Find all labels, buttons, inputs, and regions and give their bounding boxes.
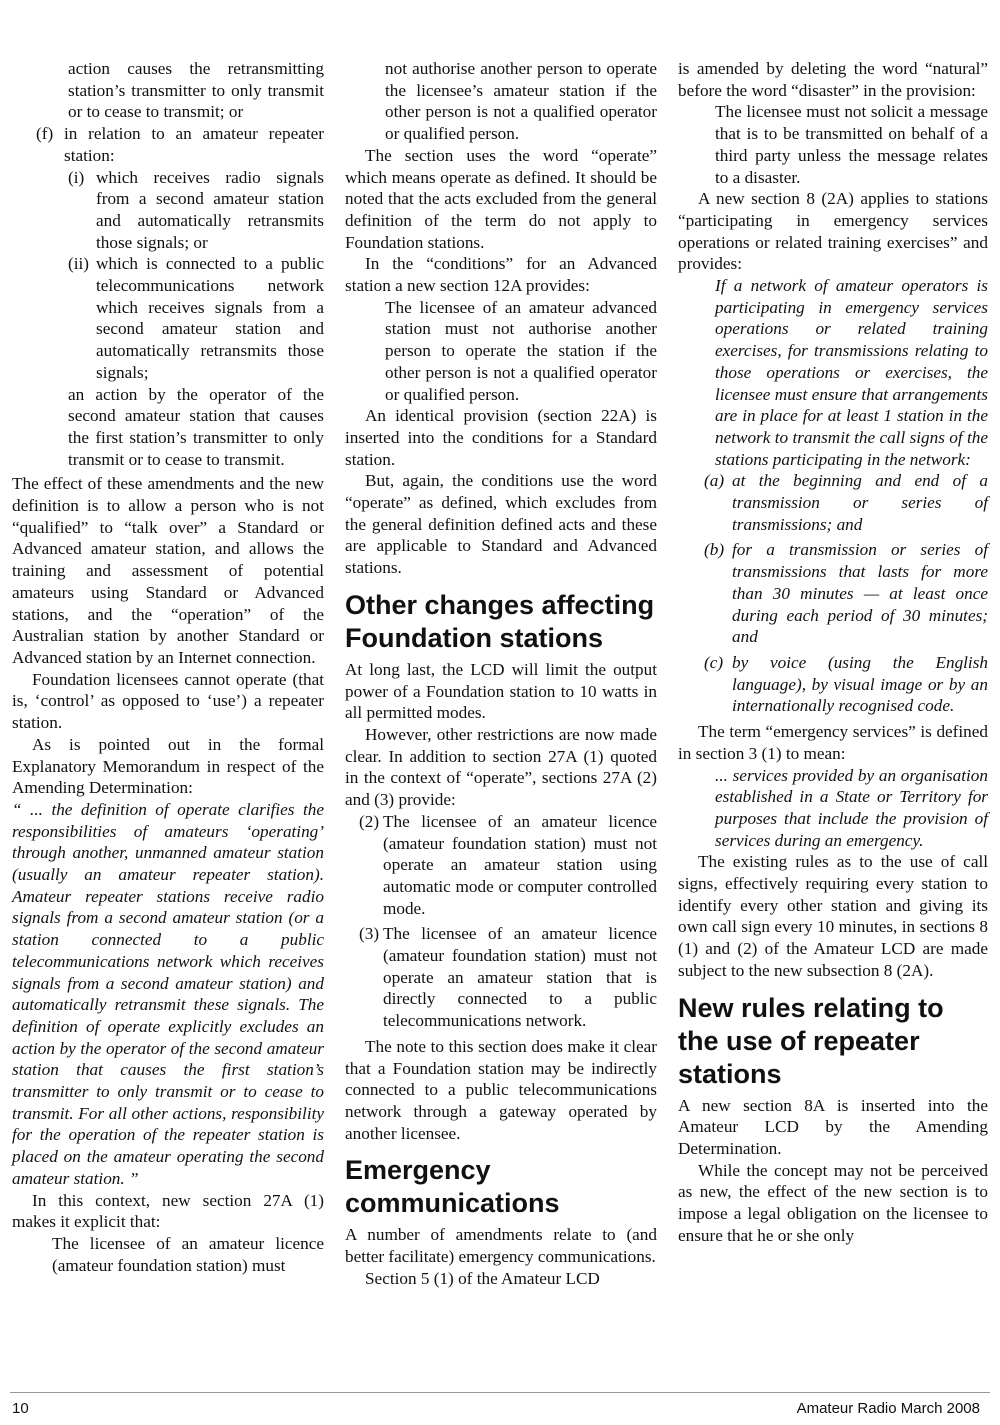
list-text: for a transmission or series of transmissions that lasts for more than 30 minutes — at least once during each period of 30 minutes; and xyxy=(732,540,988,647)
list-marker: (b) xyxy=(704,540,725,560)
column-2 xyxy=(345,58,657,1289)
paragraph: A new section 8 (2A) applies to stations “participating in emergency services operations or related training exercises” and provides: xyxy=(678,189,988,274)
list-text: The licensee of an amateur licence (amateur foundation station) must not operate an amateur station using automatic mode or computer controlled mode. xyxy=(383,811,657,918)
list-marker: (c) xyxy=(704,652,724,672)
list-item-c xyxy=(678,652,988,717)
quoted-provision: The licensee must not solicit a message that is to be transmitted on behalf of a third party unless the message relates to a disaster. xyxy=(715,102,988,187)
quote-paragraph: “ ... the definition of operate clarifies the responsibilities of amateurs ‘operating’ through another, unmanned amateur station (usually an amateur repeater station). Amateur repeater stations receive radio signals from a second amateur station (or a station connected to a public telecommunications network which receives signals from a second amateur station) and automatically retransmit these signals. The definition of operate explicitly excludes an action by the operator of the second amateur station that causes the first station’s transmitter to only transmit or to cease to transmit. For all other actions, responsibility for the operation of the repeater station is placed on the amateur operating the second amateur station. ” xyxy=(12,799,324,1188)
list-item-3 xyxy=(345,923,657,1032)
paragraph: However, other restrictions are now made clear. In addition to section 27A (1) quoted in the context of “operate”, sections 27A (2) and (3) provide: xyxy=(345,724,657,810)
paragraph: The effect of these amendments and the new definition is to allow a person who is not “qualified” to “talk over” a Standard or Advanced amateur station, and allows the training and assessment of potential amateurs using Standard or Advanced stations, and the “operation” of the Australian station by another Standard or Advanced station by an Internet connection. xyxy=(12,474,324,667)
list-item-2 xyxy=(345,811,657,920)
paragraph: A number of amendments relate to (and better facilitate) emergency communications. xyxy=(345,1225,657,1267)
quoted-provision: The licensee of an amateur advanced station must not authorise another person to operate the station if the other person is not a qualified operator or qualified person. xyxy=(385,297,657,404)
list-marker: (3) xyxy=(359,924,380,944)
paragraph: an action by the operator of the second amateur station that causes the first station’s transmitter to only transmit or to cease to transmit. xyxy=(68,384,324,469)
paragraph: action causes the retransmitting station’s transmitter to only transmit or to cease to transmit; or xyxy=(68,59,324,122)
column-1 xyxy=(12,58,324,1276)
footer-divider xyxy=(10,1392,990,1393)
paragraph: In this context, new section 27A (1) makes it explicit that: xyxy=(12,1190,324,1232)
paragraph: is amended by deleting the word “natural” before the word “disaster” in the provision: xyxy=(678,59,988,100)
list-text: in relation to an amateur repeater station: xyxy=(64,124,324,165)
list-text: The licensee of an amateur licence (amateur foundation station) must not operate an amateur station that is directly connected to a public telecommunications network. xyxy=(383,924,657,1031)
section-heading: Emergency communications xyxy=(345,1155,560,1219)
list-marker: (2) xyxy=(359,811,380,831)
list-marker: (f) xyxy=(36,124,54,144)
list-marker: (ii) xyxy=(68,254,89,274)
paragraph: Foundation licensees cannot operate (that is, ‘control’ as opposed to ‘use’) a repeater station. xyxy=(12,669,324,733)
paragraph: Section 5 (1) of the Amateur LCD xyxy=(365,1268,600,1288)
paragraph: But, again, the conditions use the word “operate” as defined, which excludes from the general definition defined acts and these are applicable to Standard and Advanced stations. xyxy=(345,471,657,578)
list-text: which receives radio signals from a second amateur station and automatically retransmits those signals; or xyxy=(96,167,324,252)
list-item-b xyxy=(678,539,988,648)
list-text: which is connected to a public telecommunications network which receives signals from a second amateur station and automatically retransmits those signals; xyxy=(96,254,324,382)
list-marker: (a) xyxy=(704,471,725,491)
paragraph: The term “emergency services” is defined in section 3 (1) to mean: xyxy=(678,722,988,763)
list-item-f xyxy=(12,123,324,166)
list-text: by voice (using the English language), by visual image or by an internationally recognised code. xyxy=(732,652,988,716)
paragraph: The section uses the word “operate” which means operate as defined. It should be noted that the acts excluded from the general definition of the term do not apply to Foundation stations. xyxy=(345,145,657,252)
paragraph: A new section 8A is inserted into the Amateur LCD by the Amending Determination. xyxy=(678,1095,988,1158)
paragraph: An identical provision (section 22A) is inserted into the conditions for a Standard station. xyxy=(345,406,657,469)
section-heading: Other changes affecting Foundation stations xyxy=(345,589,655,653)
publication-title: Amateur Radio March 2008 xyxy=(796,1400,980,1417)
paragraph: In the “conditions” for an Advanced station a new section 12A provides: xyxy=(345,254,657,296)
page-number: 10 xyxy=(12,1400,29,1417)
paragraph: The existing rules as to the use of call signs, effectively requiring every station to identify every other station and giving its own call sign every 10 minutes, in sections 8 (1) and (2) of the Amateur LCD are made subject to the new subsection 8 (2A). xyxy=(678,852,988,980)
list-text: at the beginning and end of a transmission or series of transmissions; and xyxy=(732,471,988,534)
paragraph: As is pointed out in the formal Explanatory Memorandum in respect of the Amending Determination: xyxy=(12,734,324,798)
list-item-a xyxy=(678,470,988,535)
quoted-provision: If a network of amateur operators is participating in emergency services operations or related training exercises, for transmissions relating to those operations or exercises, the licensee must ensure that arrangements are in place for at least 1 station in the network to transmit the call signs of the stations participating in the network: xyxy=(715,276,988,469)
quoted-definition: ... services provided by an organisation established in a State or Territory for purposes that include the provision of services during an emergency. xyxy=(715,765,988,850)
paragraph: While the concept may not be perceived as new, the effect of the new section is to impose a legal obligation on the licensee to ensure that he or she only xyxy=(678,1160,988,1245)
list-item-i xyxy=(12,167,324,254)
list-item-ii xyxy=(12,253,324,383)
paragraph: At long last, the LCD will limit the output power of a Foundation station to 10 watts in all permitted modes. xyxy=(345,659,657,723)
paragraph: The note to this section does make it clear that a Foundation station may be indirectly connected to a public telecommunications network through a gateway operated by another licensee. xyxy=(345,1036,657,1143)
column-3 xyxy=(678,58,988,1246)
section-heading: New rules relating to the use of repeater stations xyxy=(678,992,944,1089)
list-marker: (i) xyxy=(68,167,85,187)
quoted-provision: not authorise another person to operate the licensee’s amateur station if the other person is not a qualified operator or qualified person. xyxy=(385,59,657,144)
quoted-provision: The licensee of an amateur licence (amateur foundation station) must xyxy=(52,1233,324,1275)
